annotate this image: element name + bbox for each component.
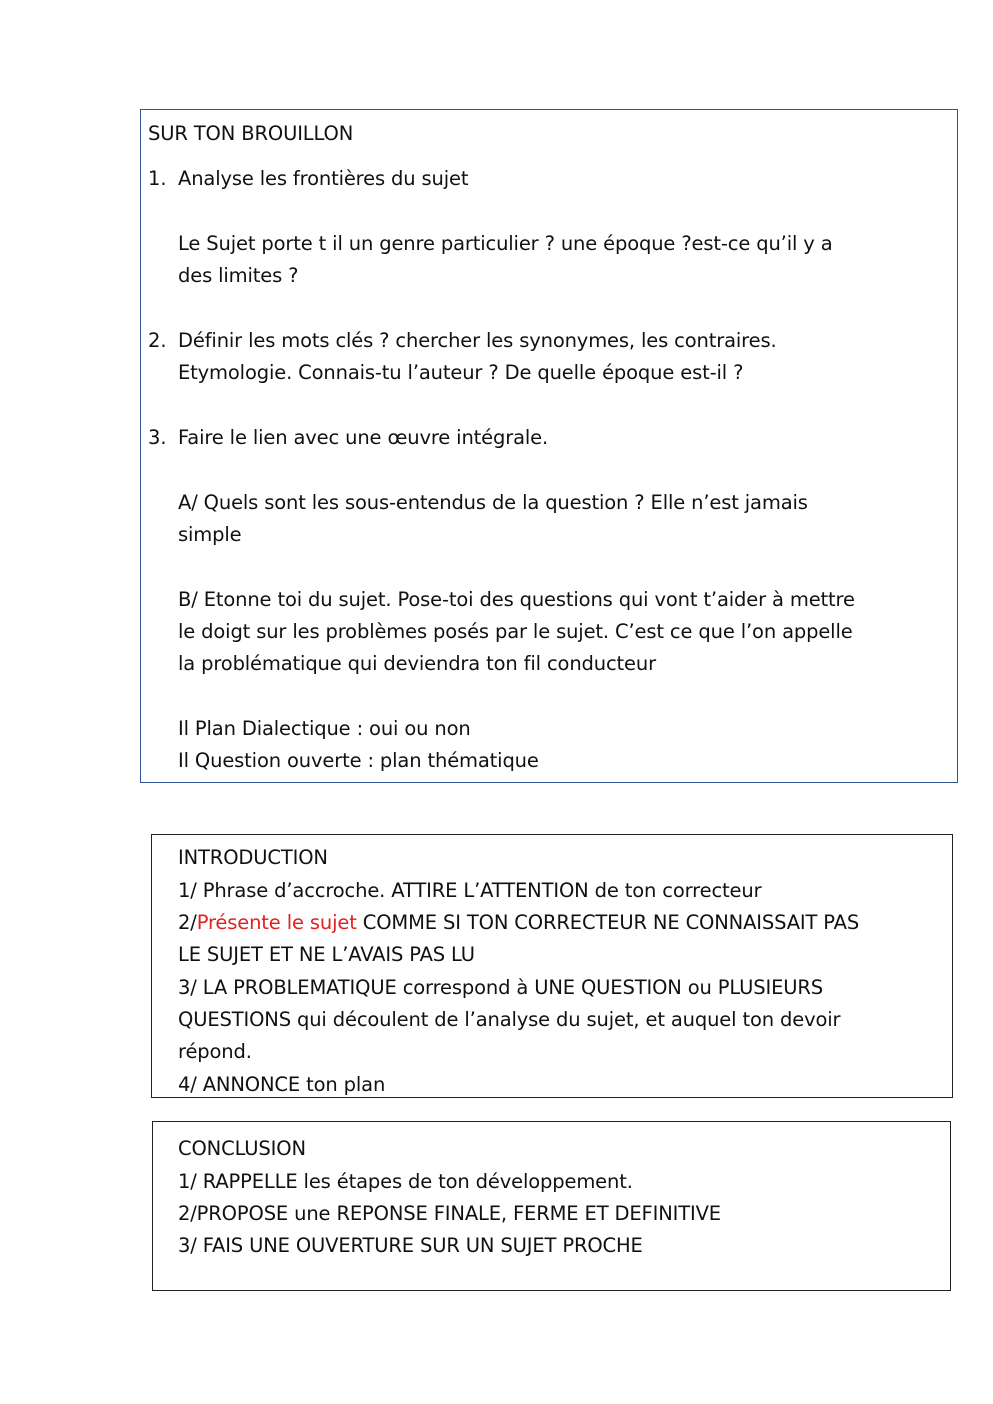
item-1-detail-line-1: Le Sujet porte t il un genre particulier ? une époque ?est-ce qu’il y a bbox=[178, 232, 833, 255]
item-3-title: Faire le lien avec une œuvre intégrale. bbox=[178, 426, 549, 449]
item-3-part-b-line-3: la problématique qui deviendra ton fil conducteur bbox=[178, 652, 656, 675]
plan-dialectique: Il Plan Dialectique : oui ou non bbox=[178, 717, 471, 740]
introduction-line-6: répond. bbox=[178, 1040, 252, 1063]
brouillon-heading: SUR TON BROUILLON bbox=[148, 122, 354, 145]
item-3-part-b-line-1: B/ Etonne toi du sujet. Pose-toi des questions qui vont t’aider à mettre bbox=[178, 588, 855, 611]
introduction-line-5: QUESTIONS qui découlent de l’analyse du sujet, et auquel ton devoir bbox=[178, 1008, 841, 1031]
item-3-number: 3. bbox=[148, 426, 167, 449]
introduction-line-3: LE SUJET ET NE L’AVAIS PAS LU bbox=[178, 943, 475, 966]
introduction-line-4: 3/ LA PROBLEMATIQUE correspond à UNE QUESTION ou PLUSIEURS bbox=[178, 976, 824, 999]
introduction-line-7: 4/ ANNONCE ton plan bbox=[178, 1073, 386, 1096]
item-3-part-a-line-1: A/ Quels sont les sous-entendus de la question ? Elle n’est jamais bbox=[178, 491, 808, 514]
introduction-line-2-rest: COMME SI TON CORRECTEUR NE CONNAISSAIT PAS bbox=[356, 911, 860, 934]
item-2-line-1: Définir les mots clés ? chercher les synonymes, les contraires. bbox=[178, 329, 777, 352]
presente-le-sujet-highlight: Présente le sujet bbox=[196, 911, 357, 934]
introduction-heading: INTRODUCTION bbox=[178, 846, 328, 869]
question-ouverte: Il Question ouverte : plan thématique bbox=[178, 749, 539, 772]
item-1-detail-line-2: des limites ? bbox=[178, 264, 299, 287]
item-2-line-2: Etymologie. Connais-tu l’auteur ? De quelle époque est-il ? bbox=[178, 361, 744, 384]
item-1-number: 1. bbox=[148, 167, 167, 190]
introduction-line-2 bbox=[178, 907, 859, 939]
introduction-line-1: 1/ Phrase d’accroche. ATTIRE L’ATTENTION de ton correcteur bbox=[178, 879, 762, 902]
conclusion-line-2: 2/PROPOSE une REPONSE FINALE, FERME ET DEFINITIVE bbox=[178, 1202, 721, 1225]
conclusion-heading: CONCLUSION bbox=[178, 1137, 306, 1160]
item-1-title: Analyse les frontières du sujet bbox=[178, 167, 469, 190]
item-3-part-a-line-2: simple bbox=[178, 523, 242, 546]
conclusion-line-1: 1/ RAPPELLE les étapes de ton développement. bbox=[178, 1170, 633, 1193]
introduction-line-2-prefix: 2/ bbox=[178, 911, 197, 934]
item-2-number: 2. bbox=[148, 329, 167, 352]
conclusion-line-3: 3/ FAIS UNE OUVERTURE SUR UN SUJET PROCHE bbox=[178, 1234, 643, 1257]
item-3-part-b-line-2: le doigt sur les problèmes posés par le sujet. C’est ce que l’on appelle bbox=[178, 620, 853, 643]
